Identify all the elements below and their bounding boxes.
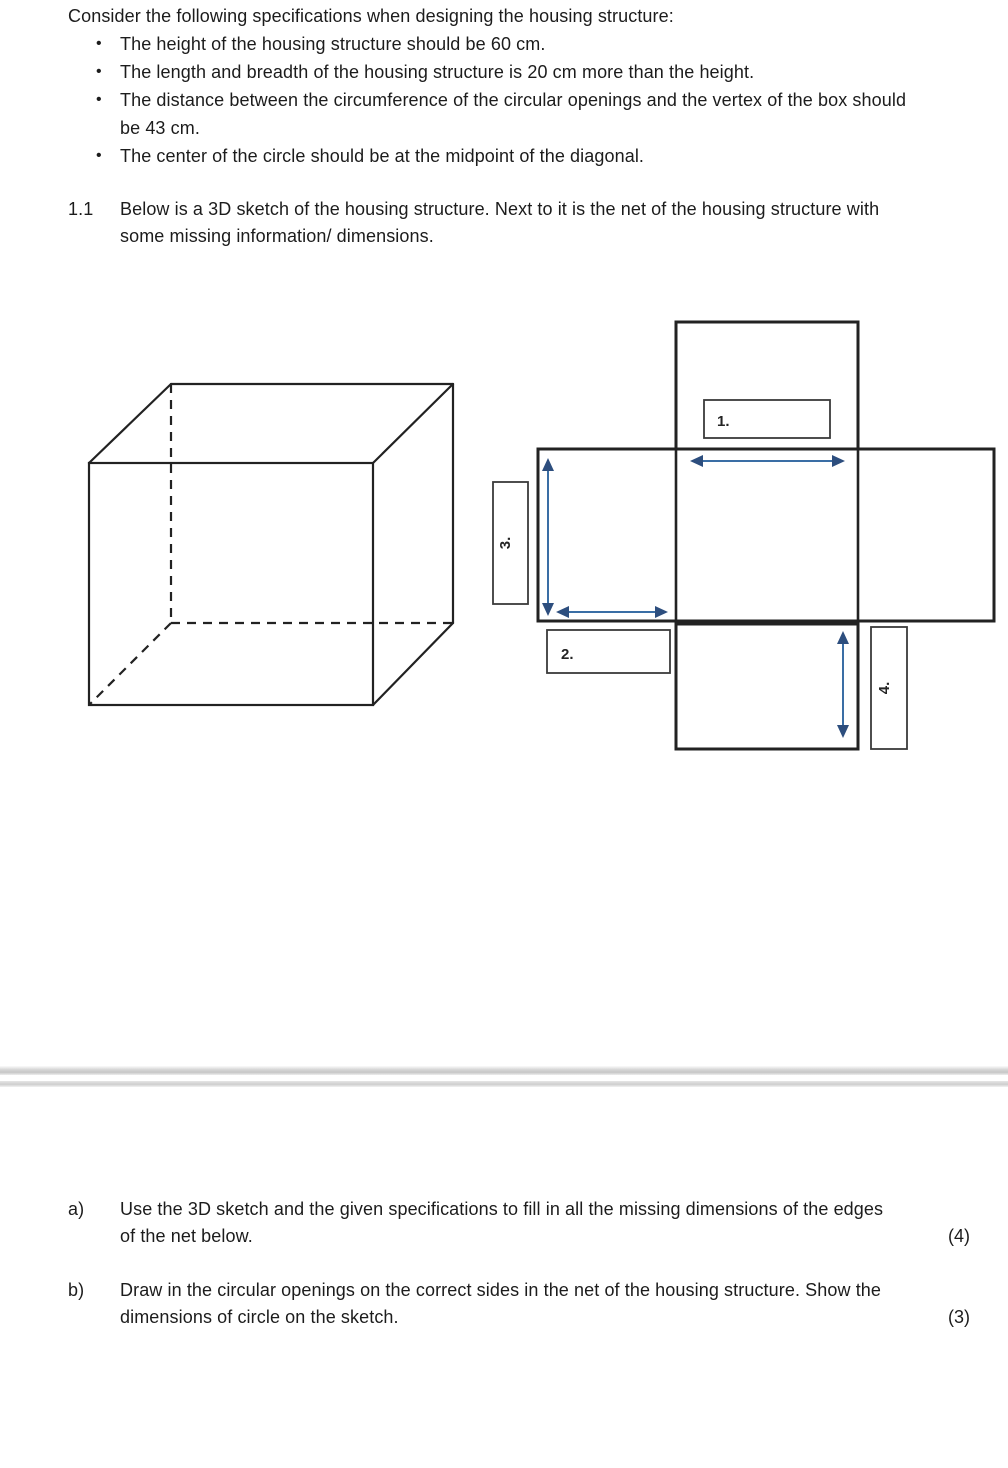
net-label-box-4: [871, 627, 907, 749]
cube-bottom-right-edge: [373, 623, 453, 705]
net-label-box-1: [704, 400, 830, 438]
question-a-line2: of the net below.: [120, 1226, 253, 1246]
spec-bullet-center: The center of the circle should be at the midpoint of the diagonal.: [120, 146, 645, 166]
net-label-2: 2.: [561, 646, 574, 663]
net-height-arrow-left: [542, 458, 554, 616]
spec-bullet-distance-line1: The distance between the circumference of the circular openings and the vertex of the box should: [120, 90, 907, 110]
cube-3d-sketch: [70, 370, 470, 720]
question-a-number: a): [68, 1199, 85, 1219]
net-height-arrow-bottom: [837, 631, 849, 738]
bullet-icon: •: [96, 63, 102, 80]
cube-front-face: [89, 463, 373, 705]
net-label-4: 4.: [876, 681, 893, 695]
question-b-line2: dimensions of circle on the sketch.: [120, 1307, 399, 1327]
net-middle-row: [538, 449, 994, 621]
specs-heading: Consider the following specifications when designing the housing structure:: [68, 6, 674, 26]
bullet-icon: •: [96, 35, 102, 52]
net-bottom-panel: [676, 624, 858, 749]
bullet-icon: •: [96, 147, 102, 164]
cube-hidden-bottom-left-edge: [89, 623, 171, 705]
cube-top-right-edge: [373, 384, 453, 463]
section-number: 1.1: [68, 199, 94, 219]
question-a-marks: (4): [948, 1226, 970, 1246]
bullet-icon: •: [96, 91, 102, 108]
cube-top-left-edge: [89, 384, 171, 463]
net-label-box-2: [547, 630, 670, 673]
question-b-marks: (3): [948, 1307, 970, 1327]
question-b-number: b): [68, 1280, 85, 1300]
spec-bullet-length-breadth: The length and breadth of the housing structure is 20 cm more than the height.: [120, 62, 755, 82]
net-width-arrow-bottom-left: [556, 606, 668, 618]
net-width-arrow-top: [690, 455, 845, 467]
section-text-line1: Below is a 3D sketch of the housing structure. Next to it is the net of the housing structure with: [120, 199, 880, 219]
page-divider-top: [0, 1066, 1008, 1075]
net-label-1: 1.: [717, 413, 730, 430]
net-label-3: 3.: [497, 536, 514, 550]
net-label-box-3: [493, 482, 528, 604]
net-sketch: [485, 315, 1005, 755]
page-divider-bottom: [0, 1081, 1008, 1087]
spec-bullet-distance-line2: be 43 cm.: [120, 118, 200, 138]
spec-bullet-height: The height of the housing structure should be 60 cm.: [120, 34, 546, 54]
section-text-line2: some missing information/ dimensions.: [120, 226, 434, 246]
question-a-line1: Use the 3D sketch and the given specifications to fill in all the missing dimensions of the edges: [120, 1199, 884, 1219]
question-b-line1: Draw in the circular openings on the correct sides in the net of the housing structure. Show the: [120, 1280, 882, 1300]
